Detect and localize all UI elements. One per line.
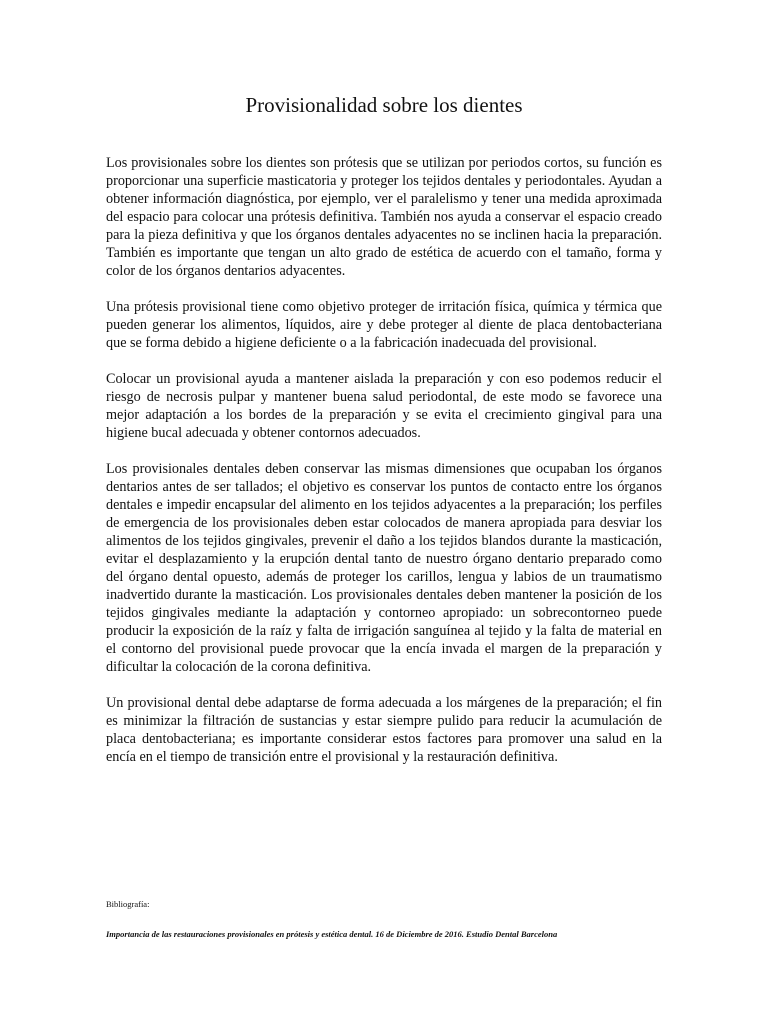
bibliography-entry: Importancia de las restauraciones provisionales en prótesis y estética dental. 16 de Diciembre de 2016. Estudio Dental Barcelona — [106, 929, 558, 939]
bibliography-label: Bibliografía: — [106, 899, 150, 909]
document-title: Provisionalidad sobre los dientes — [245, 93, 523, 117]
paragraph-2: Una prótesis provisional tiene como objetivo proteger de irritación física, química y térmica que pueden generar los alimentos, líquidos, aire y debe proteger al diente de placa dentobacteriana que se forma debido a higiene deficiente o a la fabricación inadecuada del provisional. — [106, 299, 662, 351]
document-body — [106, 154, 662, 784]
paragraph-5: Un provisional dental debe adaptarse de forma adecuada a los márgenes de la preparación; el fin es minimizar la filtración de sustancias y estar siempre pulido para reducir la acumulación de placa dentobacteriana; es importante considerar estos factores para promover una salud en la encía en el tiempo de transición entre el provisional y la restauración definitiva. — [106, 695, 662, 765]
paragraph-4: Los provisionales dentales deben conservar las mismas dimensiones que ocupaban los órganos dentarios antes de ser tallados; el objetivo es conservar los puntos de contacto entre los órganos dentales e impedir encapsular del alimento en los tejidos adyacentes a la preparación; los perfiles de emergencia de los provisionales deben estar colocados de manera apropiada para desviar los alimentos de los tejidos gingivales, prevenir el daño a los tejidos blandos durante la masticación, evitar el desplazamiento y la erupción dental tanto de nuestro órgano dentario preparado como del órgano dental opuesto, además de proteger los carillos, lengua y labios de un traumatismo inadvertido durante la masticación. Los provisionales dentales deben mantener la posición de los tejidos gingivales mediante la adaptación y contorneo apropiado: un sobrecontorneo puede producir la exposición de la raíz y falta de irrigación sanguínea al tejido y la falta de material en el contorno del provisional puede provocar que la encía invada el margen de la preparación y dificultar la colocación de la corona definitiva. — [106, 461, 662, 675]
paragraph-3: Colocar un provisional ayuda a mantener aislada la preparación y con eso podemos reducir el riesgo de necrosis pulpar y mantener buena salud periodontal, de este modo se favorece una mejor adaptación a los bordes de la preparación y se evita el crecimiento gingival para una higiene bucal adecuada y obtener contornos adecuados. — [106, 371, 662, 441]
paragraph-1: Los provisionales sobre los dientes son prótesis que se utilizan por periodos cortos, su función es proporcionar una superficie masticatoria y proteger los tejidos dentales y periodontales. Ayudan a obtener información diagnóstica, por ejemplo, ver el paralelismo y tener una medida aproximada del espacio para colocar una prótesis definitiva. También nos ayuda a conservar el espacio creado para la pieza definitiva y que los órganos dentales adyacentes no se inclinen hacia la preparación. También es importante que tengan un alto grado de estética de acuerdo con el tamaño, forma y color de los órganos dentarios adyacentes. — [106, 155, 662, 279]
